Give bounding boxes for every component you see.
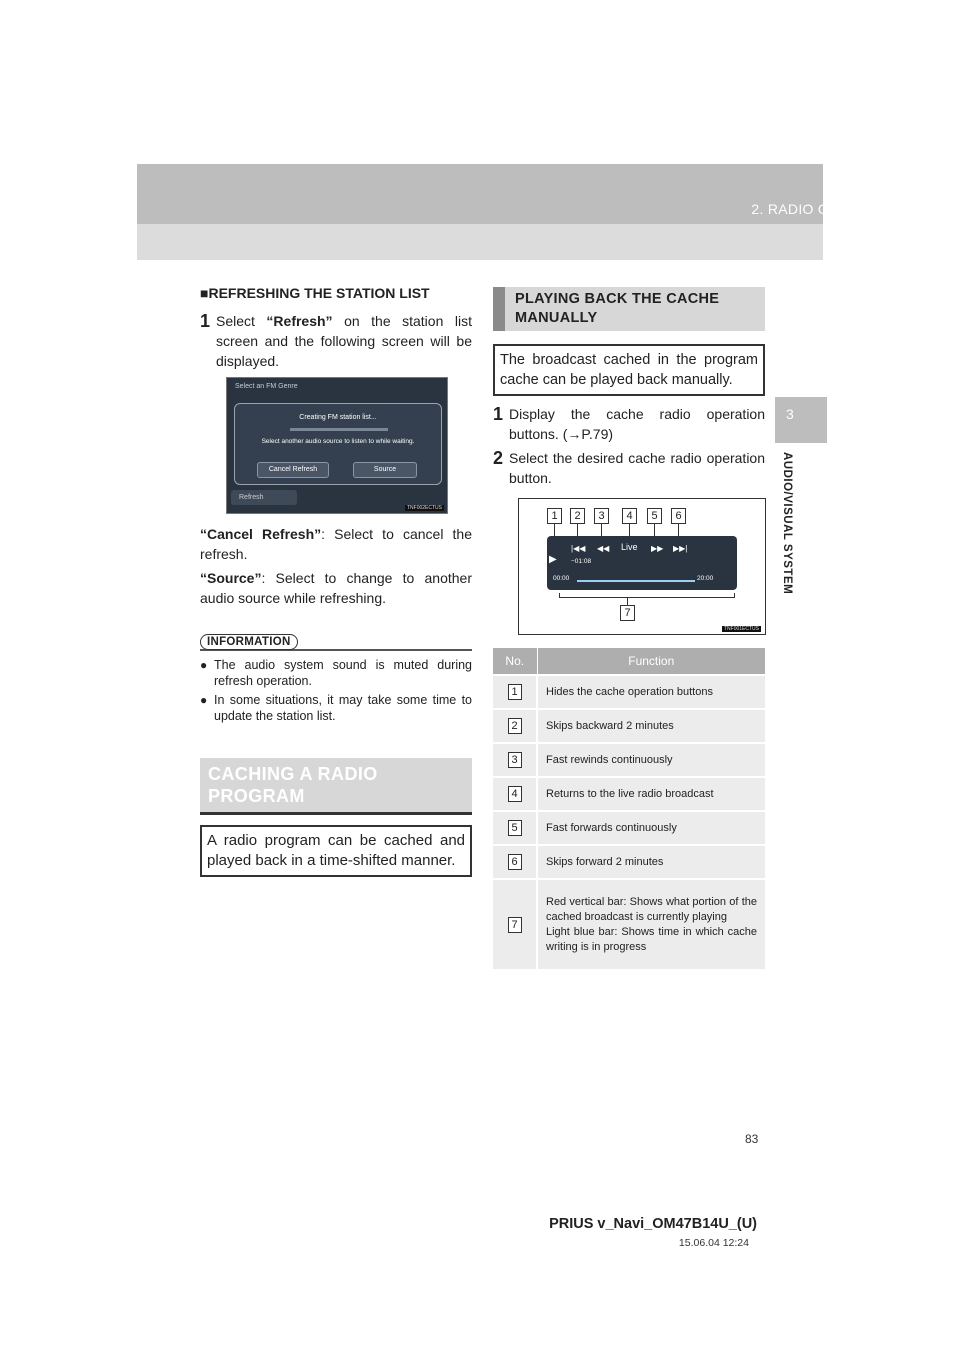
row-number: 1 <box>508 684 522 700</box>
table-row <box>493 845 765 879</box>
information-box <box>200 649 472 724</box>
cache-progress-bar <box>577 580 695 582</box>
information-label: INFORMATION <box>200 634 298 650</box>
skip-forward-icon[interactable]: ▶▶| <box>673 544 688 553</box>
table-row <box>493 777 765 811</box>
chapter-label: AUDIO/VISUAL SYSTEM <box>781 452 793 595</box>
callout-5: 5 <box>647 508 662 524</box>
row-number: 4 <box>508 786 522 802</box>
col-header-no: No. <box>493 648 537 675</box>
table-row <box>493 879 765 969</box>
row-function: Skips forward 2 minutes <box>537 845 765 879</box>
row-function: Returns to the live radio broadcast <box>537 777 765 811</box>
table-row <box>493 675 765 709</box>
cancel-refresh-text: : Select to cancel the refresh. <box>200 526 472 562</box>
row-number: 3 <box>508 752 522 768</box>
document-id: PRIUS v_Navi_OM47B14U_(U) <box>549 1216 757 1232</box>
bracket <box>559 593 735 598</box>
section-heading-caching: CACHING A RADIO PROGRAM <box>200 758 472 815</box>
bullet-text: The audio system sound is muted during refresh operation. <box>214 658 472 688</box>
step-text-pre: Select <box>216 313 267 329</box>
step-number: 1 <box>493 404 504 424</box>
refresh-dialog <box>234 403 442 485</box>
callout-1: 1 <box>547 508 562 524</box>
time-start: 00:00 <box>553 575 570 582</box>
image-code: TNF002ECTUS <box>406 505 442 511</box>
row-number: 7 <box>508 917 522 933</box>
time-end: 20:00 <box>697 575 714 582</box>
section-heading-playback <box>493 287 765 331</box>
col-header-function: Function <box>537 648 765 675</box>
heading-accent-bar <box>493 287 505 331</box>
header-band <box>137 164 823 224</box>
bullet-icon: ● <box>200 658 208 672</box>
callout-4: 4 <box>622 508 637 524</box>
function-table <box>493 648 765 969</box>
source-text: : Select to change to another audio source while refreshing. <box>200 570 472 606</box>
hide-buttons-icon[interactable]: ▶ <box>549 554 557 565</box>
chapter-tab <box>775 397 827 443</box>
live-button[interactable]: Live <box>621 542 638 552</box>
step-text <box>216 311 472 371</box>
cache-display <box>547 536 737 590</box>
table-row <box>493 811 765 845</box>
step-1-refresh <box>200 311 472 371</box>
row-number: 2 <box>508 718 522 734</box>
subheading-refresh: ■REFRESHING THE STATION LIST <box>200 285 430 301</box>
step-text-post: on the station list screen and the following screen will be displayed. <box>216 313 472 369</box>
chapter-number: 3 <box>786 406 794 422</box>
refresh-button[interactable]: Refresh <box>231 490 297 505</box>
section-header-title: 2. RADIO OPERATION <box>751 201 902 217</box>
step-number: 1 <box>200 311 211 331</box>
row-function: Fast forwards continuously <box>537 811 765 845</box>
row-function: Fast rewinds continuously <box>537 743 765 777</box>
refresh-screen-image <box>226 377 448 514</box>
dialog-message: Creating FM station list... <box>299 414 377 421</box>
image-code: TNF001ECTUS <box>723 626 759 632</box>
row-function: Red vertical bar: Shows what portion of the cached broadcast is currently playing Light blue bar: Shows time in which cache writing is in progress <box>537 879 765 969</box>
time-offset: −01:08 <box>571 558 592 565</box>
cancel-refresh-desc <box>200 524 472 564</box>
callout-3: 3 <box>594 508 609 524</box>
callout-7: 7 <box>620 605 635 621</box>
row-function: Skips backward 2 minutes <box>537 709 765 743</box>
rewind-icon[interactable]: ◀◀ <box>597 544 610 553</box>
step-2-select <box>493 448 765 488</box>
section-summary-playback: The broadcast cached in the program cache can be played back manually. <box>493 344 765 396</box>
bullet-icon: ● <box>200 693 208 707</box>
left-column <box>200 285 472 877</box>
source-term: “Source” <box>200 570 262 586</box>
screen-title: Select an FM Genre <box>235 383 298 390</box>
section-heading-text: PLAYING BACK THE CACHE MANUALLY <box>515 291 720 326</box>
source-button[interactable]: Source <box>353 462 417 478</box>
right-column <box>493 287 765 969</box>
cancel-refresh-term: “Cancel Refresh” <box>200 526 322 542</box>
step-text: Select the desired cache radio operation button. <box>509 450 765 486</box>
callout-2: 2 <box>570 508 585 524</box>
bullet-text: In some situations, it may take some time to update the station list. <box>214 693 472 723</box>
section-summary-caching: A radio program can be cached and played back in a time-shifted manner. <box>200 825 472 877</box>
row-number: 5 <box>508 820 522 836</box>
page-number: 83 <box>745 1132 759 1146</box>
dialog-hint: Select another audio source to listen to while waiting. <box>261 438 415 445</box>
row-number: 6 <box>508 854 522 870</box>
cache-controls-image <box>518 498 766 635</box>
info-bullet <box>200 692 472 724</box>
step-number: 2 <box>493 448 504 468</box>
source-desc <box>200 568 472 608</box>
header-subband <box>137 224 823 260</box>
table-row <box>493 709 765 743</box>
step-text: Display the cache radio operation buttons. (→P.79) <box>509 406 765 442</box>
skip-back-icon[interactable]: |◀◀ <box>571 544 586 553</box>
row-function: Hides the cache operation buttons <box>537 675 765 709</box>
progress-bar <box>290 428 388 431</box>
cancel-refresh-button[interactable]: Cancel Refresh <box>257 462 329 478</box>
table-row <box>493 743 765 777</box>
step-1-display <box>493 404 765 444</box>
fast-forward-icon[interactable]: ▶▶ <box>651 544 664 553</box>
info-bullet <box>200 657 472 689</box>
callout-6: 6 <box>671 508 686 524</box>
refresh-term: “Refresh” <box>266 313 333 329</box>
print-timestamp: 15.06.04 12:24 <box>678 1237 749 1249</box>
